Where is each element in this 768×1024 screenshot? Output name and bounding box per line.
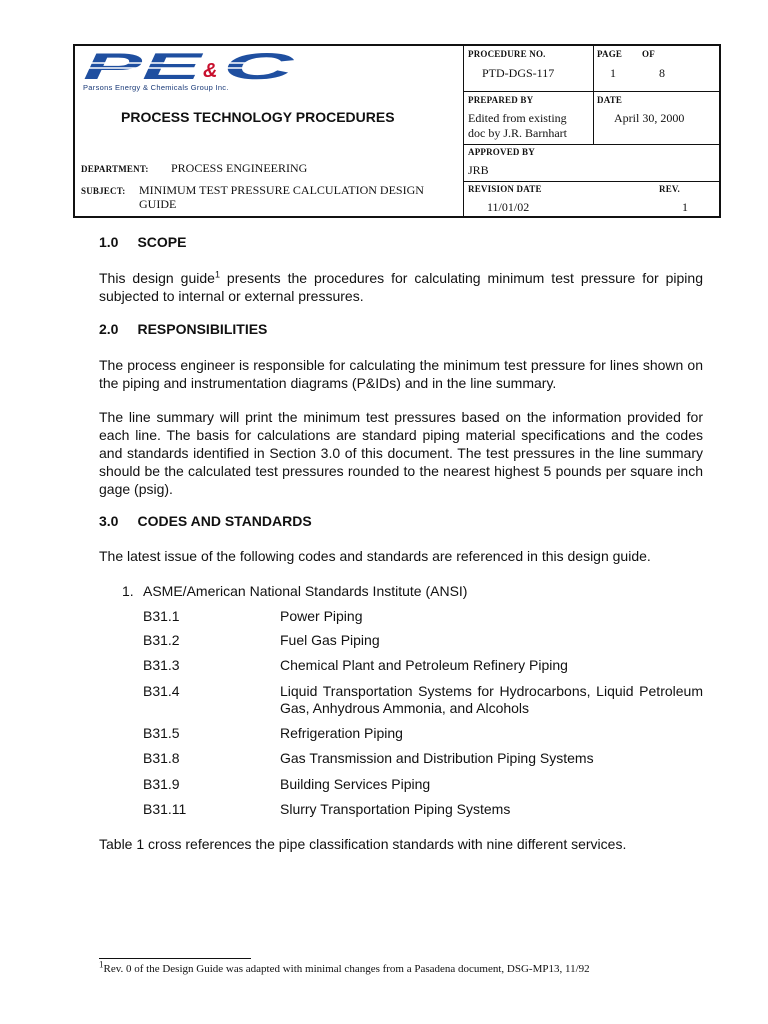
code-id: B31.8 (143, 750, 180, 766)
prepared-by-value: Edited from existing (468, 111, 567, 125)
prepared-by-label: PREPARED BY (468, 95, 534, 105)
footnote (99, 959, 590, 975)
approved-by-label: APPROVED BY (468, 147, 535, 157)
svg-text:PE: PE (83, 50, 205, 82)
footnote-ref: 1 (214, 269, 220, 280)
of-label: OF (642, 49, 655, 59)
list-title: ASME/American National Standards Institute (ANSI) (143, 583, 468, 599)
scope-paragraph (99, 269, 703, 305)
list-number: 1. (122, 583, 134, 599)
code-description: Gas Transmission and Distribution Piping Systems (280, 750, 594, 766)
footnote-marker: 1 (99, 959, 104, 970)
code-description: Power Piping (280, 608, 363, 624)
page-label: PAGE (597, 49, 623, 59)
header-divider (463, 144, 719, 145)
subject-value: MINIMUM TEST PRESSURE CALCULATION DESIGN (139, 183, 424, 197)
scope-text: This design guide (99, 270, 215, 286)
code-id: B31.9 (143, 776, 180, 792)
code-description: Liquid Transportation Systems for Hydrocarbons, Liquid Petroleum Gas, Anhydrous Ammonia, and Alcohols (280, 683, 703, 716)
section-title: CODES AND STANDARDS (137, 513, 312, 529)
responsibilities-paragraph-2: The line summary will print the minimum test pressures based on the information provided for each line. The basis for calculations are standard piping material specifications and the codes and standards identified in Section 3.0 of this document. The test pressures in the line summary should be the calculated test pressures rounded to the nearest highest 5 pounds per square inch gage (psig). (99, 409, 703, 497)
svg-text:C: C (223, 50, 297, 82)
document-header (73, 44, 721, 218)
code-id: B31.1 (143, 608, 180, 624)
header-divider (463, 181, 719, 182)
document-title: PROCESS TECHNOLOGY PROCEDURES (121, 109, 395, 125)
code-description: Chemical Plant and Petroleum Refinery Piping (280, 657, 568, 673)
code-description: Building Services Piping (280, 776, 431, 792)
logo-subtitle: Parsons Energy & Chemicals Group Inc. (83, 83, 229, 92)
codes-intro: The latest issue of the following codes and standards are referenced in this design guide. (99, 548, 651, 564)
procedure-no-value: PTD-DGS-117 (482, 66, 555, 80)
code-description: Fuel Gas Piping (280, 632, 380, 648)
section-number: 1.0 (99, 234, 119, 250)
code-description: Slurry Transportation Piping Systems (280, 801, 511, 817)
revision-date-value: 11/01/02 (487, 200, 530, 214)
department-value: PROCESS ENGINEERING (171, 161, 308, 175)
approved-by-value: JRB (468, 163, 489, 177)
code-id: B31.5 (143, 725, 180, 741)
header-divider (593, 92, 594, 144)
section-heading-codes (99, 513, 312, 529)
code-id: B31.2 (143, 632, 180, 648)
responsibilities-paragraph-1: The process engineer is responsible for calculating the minimum test pressure for lines shown on the piping and instrumentation diagrams (P&IDs) and in the line summary. (99, 357, 703, 391)
subject-value-line2: GUIDE (139, 197, 177, 211)
svg-text:&: & (203, 60, 218, 82)
department-label: DEPARTMENT: (81, 164, 149, 174)
page-total-value: 8 (659, 66, 665, 80)
section-number: 2.0 (99, 321, 119, 337)
section-number: 3.0 (99, 513, 119, 529)
subject-label: SUBJECT: (81, 186, 126, 196)
date-value: April 30, 2000 (614, 111, 685, 125)
header-divider (463, 91, 719, 92)
section-heading-responsibilities (99, 321, 267, 337)
prepared-by-value-line2: doc by J.R. Barnhart (468, 126, 567, 140)
footnote-rule (99, 958, 251, 959)
rev-label: REV. (659, 184, 680, 194)
code-description: Refrigeration Piping (280, 725, 403, 741)
page-value: 1 (610, 66, 616, 80)
procedure-no-label: PROCEDURE NO. (468, 49, 546, 59)
revision-date-label: REVISION DATE (468, 184, 542, 194)
pec-logo (83, 50, 298, 82)
rev-value: 1 (682, 200, 688, 214)
section-title: RESPONSIBILITIES (137, 321, 268, 337)
codes-closing: Table 1 cross references the pipe classification standards with nine different services. (99, 836, 627, 852)
code-id: B31.3 (143, 657, 180, 673)
code-id: B31.4 (143, 683, 180, 699)
section-heading-scope (99, 234, 186, 250)
scope-text-cont: presents the procedures for calculating minimum test pressure for piping subjected to internal or external pressures. (99, 270, 703, 304)
section-title: SCOPE (137, 234, 187, 250)
header-divider (463, 46, 464, 216)
footnote-text: Rev. 0 of the Design Guide was adapted with minimal changes from a Pasadena document, DSG-MP13, 11/92 (103, 963, 590, 975)
date-label: DATE (597, 95, 623, 105)
code-id: B31.11 (143, 801, 187, 817)
